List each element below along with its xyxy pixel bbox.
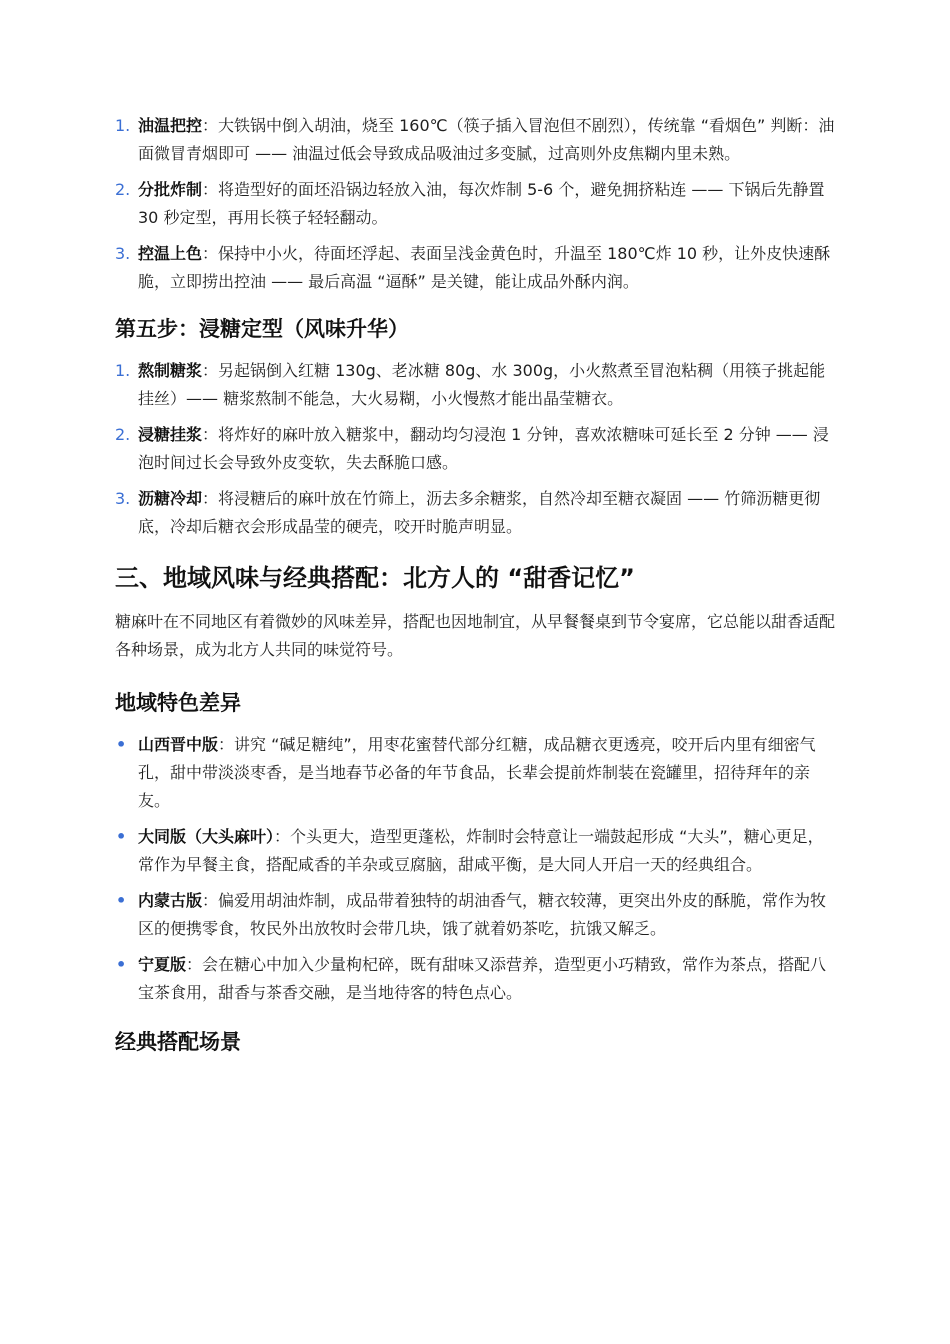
pairing-heading: 经典搭配场景: [115, 1030, 241, 1054]
item-term: 控温上色: [138, 244, 203, 263]
list-number: 1.: [115, 116, 131, 135]
list-item: [115, 240, 837, 296]
item-text: ：另起锅倒入红糖 130g、老冰糖 80g、水 300g，小火熬煮至冒泡粘稠（用筷子挑起能挂丝）—— 糖浆熬制不能急，大火易糊，小火慢熬才能出晶莹糖衣。: [138, 361, 826, 408]
list-item: [115, 176, 837, 232]
item-text: ：将浸糖后的麻叶放在竹筛上，沥去多余糖浆，自然冷却至糖衣凝固 —— 竹筛沥糖更彻底，冷却后糖衣会形成晶莹的硬壳，咬开时脆声明显。: [138, 489, 821, 536]
item-term: 分批炸制: [138, 180, 203, 199]
regional-list: [115, 731, 837, 1007]
item-text: ：大铁锅中倒入胡油，烧至 160℃（筷子插入冒泡但不剧烈），传统靠 “看烟色” 判断：油面微冒青烟即可 —— 油温过低会导致成品吸油过多变腻，过高则外皮焦糊内里未熟。: [138, 116, 835, 163]
list-item: [115, 485, 837, 541]
item-text: ：将炸好的麻叶放入糖浆中，翻动均匀浸泡 1 分钟，喜欢浓糖味可延长至 2 分钟 —— 浸泡时间过长会导致外皮变软，失去酥脆口感。: [138, 425, 829, 472]
item-term: 油温把控: [138, 116, 203, 135]
bullet-icon: •: [116, 955, 127, 974]
item-term: 山西晋中版: [138, 735, 219, 754]
item-term: 宁夏版: [138, 955, 187, 974]
item-term: 浸糖挂浆: [138, 425, 203, 444]
list-item: [115, 731, 837, 815]
item-term: 沥糖冷却: [138, 489, 203, 508]
item-text: ：保持中小火，待面坯浮起、表面呈浅金黄色时，升温至 180℃炸 10 秒，让外皮快速酥脆，立即捞出控油 —— 最后高温 “逼酥” 是关键，能让成品外酥内润。: [138, 244, 831, 291]
document-page: [115, 112, 837, 1057]
section3-intro: 糖麻叶在不同地区有着微妙的风味差异，搭配也因地制宜，从早餐餐桌到节令宴席，它总能以甜香适配各种场景，成为北方人共同的味觉符号。: [115, 612, 836, 659]
item-text: ：偏爱用胡油炸制，成品带着独特的胡油香气，糖衣较薄，更突出外皮的酥脆，常作为牧区的便携零食，牧民外出放牧时会带几块，饿了就着奶茶吃，抗饿又解乏。: [138, 891, 827, 938]
step4-list: [115, 112, 837, 296]
bullet-icon: •: [116, 827, 127, 846]
list-number: 3.: [115, 489, 131, 508]
list-number: 2.: [115, 180, 131, 199]
regional-heading: 地域特色差异: [115, 691, 241, 715]
step5-list: [115, 357, 837, 541]
step5-heading: 第五步：浸糖定型（风味升华）: [115, 317, 409, 341]
item-term: 内蒙古版: [138, 891, 203, 910]
bullet-icon: •: [116, 735, 127, 754]
list-item: [115, 887, 837, 943]
item-text: ：个头更大，造型更蓬松，炸制时会特意让一端鼓起形成 “大头”，糖心更足，常作为早餐主食，搭配咸香的羊杂或豆腐脑，甜咸平衡，是大同人开启一天的经典组合。: [138, 827, 824, 874]
list-item: [115, 823, 837, 879]
list-number: 3.: [115, 244, 131, 263]
item-text: ：会在糖心中加入少量枸杞碎，既有甜味又添营养，造型更小巧精致，常作为茶点，搭配八宝茶食用，甜香与茶香交融，是当地待客的特色点心。: [138, 955, 827, 1002]
list-item: [115, 357, 837, 413]
list-number: 2.: [115, 425, 131, 444]
item-text: ：讲究 “碱足糖纯”，用枣花蜜替代部分红糖，成品糖衣更透亮，咬开后内里有细密气孔，甜中带淡淡枣香，是当地春节必备的年节食品，长辈会提前炸制装在瓷罐里，招待拜年的亲友。: [138, 735, 816, 810]
bullet-icon: •: [116, 891, 127, 910]
list-number: 1.: [115, 361, 131, 380]
section3-heading: 三、地域风味与经典搭配：北方人的 “甜香记忆”: [115, 564, 635, 592]
item-text: ：将造型好的面坯沿锅边轻放入油，每次炸制 5-6 个，避免拥挤粘连 —— 下锅后先静置 30 秒定型，再用长筷子轻轻翻动。: [138, 180, 825, 227]
list-item: [115, 421, 837, 477]
list-item: [115, 951, 837, 1007]
item-term: 熬制糖浆: [138, 361, 203, 380]
list-item: [115, 112, 837, 168]
item-term: 大同版（大头麻叶）: [138, 827, 275, 846]
